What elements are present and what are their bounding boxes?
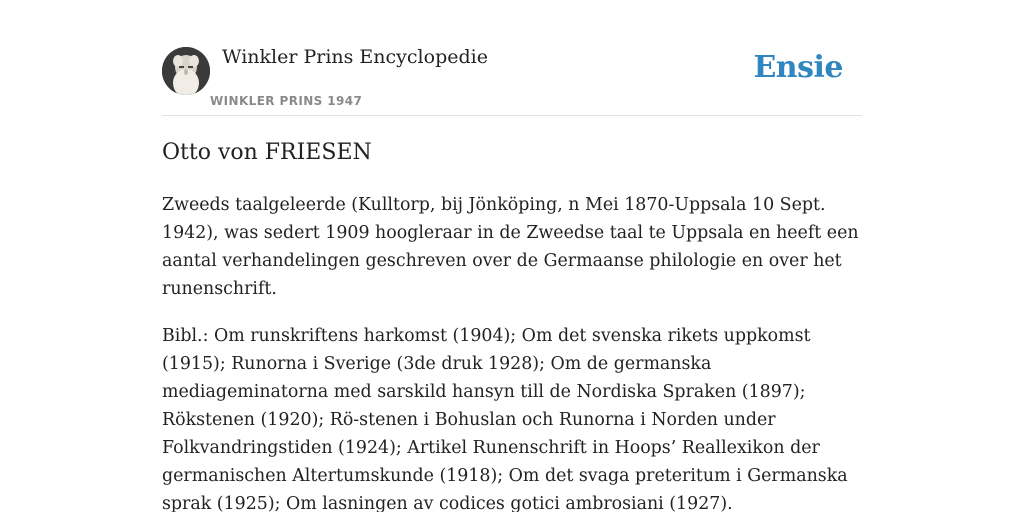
author-avatar[interactable] — [162, 47, 210, 95]
article-body — [162, 191, 862, 512]
brand-logo[interactable]: Ensie — [753, 50, 843, 85]
site-title[interactable]: Winkler Prins Encyclopedie — [222, 46, 488, 68]
site-header — [162, 0, 862, 116]
content-container — [162, 0, 862, 512]
site-subtitle: WINKLER PRINS 1947 — [210, 94, 363, 108]
portrait-image — [162, 47, 210, 95]
article-title: Otto von FRIESEN — [162, 140, 372, 165]
article-paragraph-bibliography: Bibl.: Om runskriftens harkomst (1904); Om det svenska rikets uppkomst (1915); Runorna i Sverige (3de druk 1928); Om de germanska mediageminatorna med sarskild hansyn till de Nordiska Spraken (1897); Rökstenen (1920); Rö-stenen i Bohuslan och Runorna i Norden under Folkvandringstiden (1924); Artikel Runenschrift in Hoops’ Reallexikon der germanischen Altertumskunde (1918); Om det svaga preteritum i Germanska sprak (1925); Om lasningen av codices gotici ambrosiani (1927). — [162, 326, 848, 512]
article-paragraph-intro: Zweeds taalgeleerde (Kulltorp, bij Jönköping, n Mei 1870-Uppsala 10 Sept. 1942), was sedert 1909 hoogleraar in de Zweedse taal te Uppsala en heeft een aantal verhandelingen geschreven over de Germaanse philologie en over het runenschrift. — [162, 195, 859, 299]
